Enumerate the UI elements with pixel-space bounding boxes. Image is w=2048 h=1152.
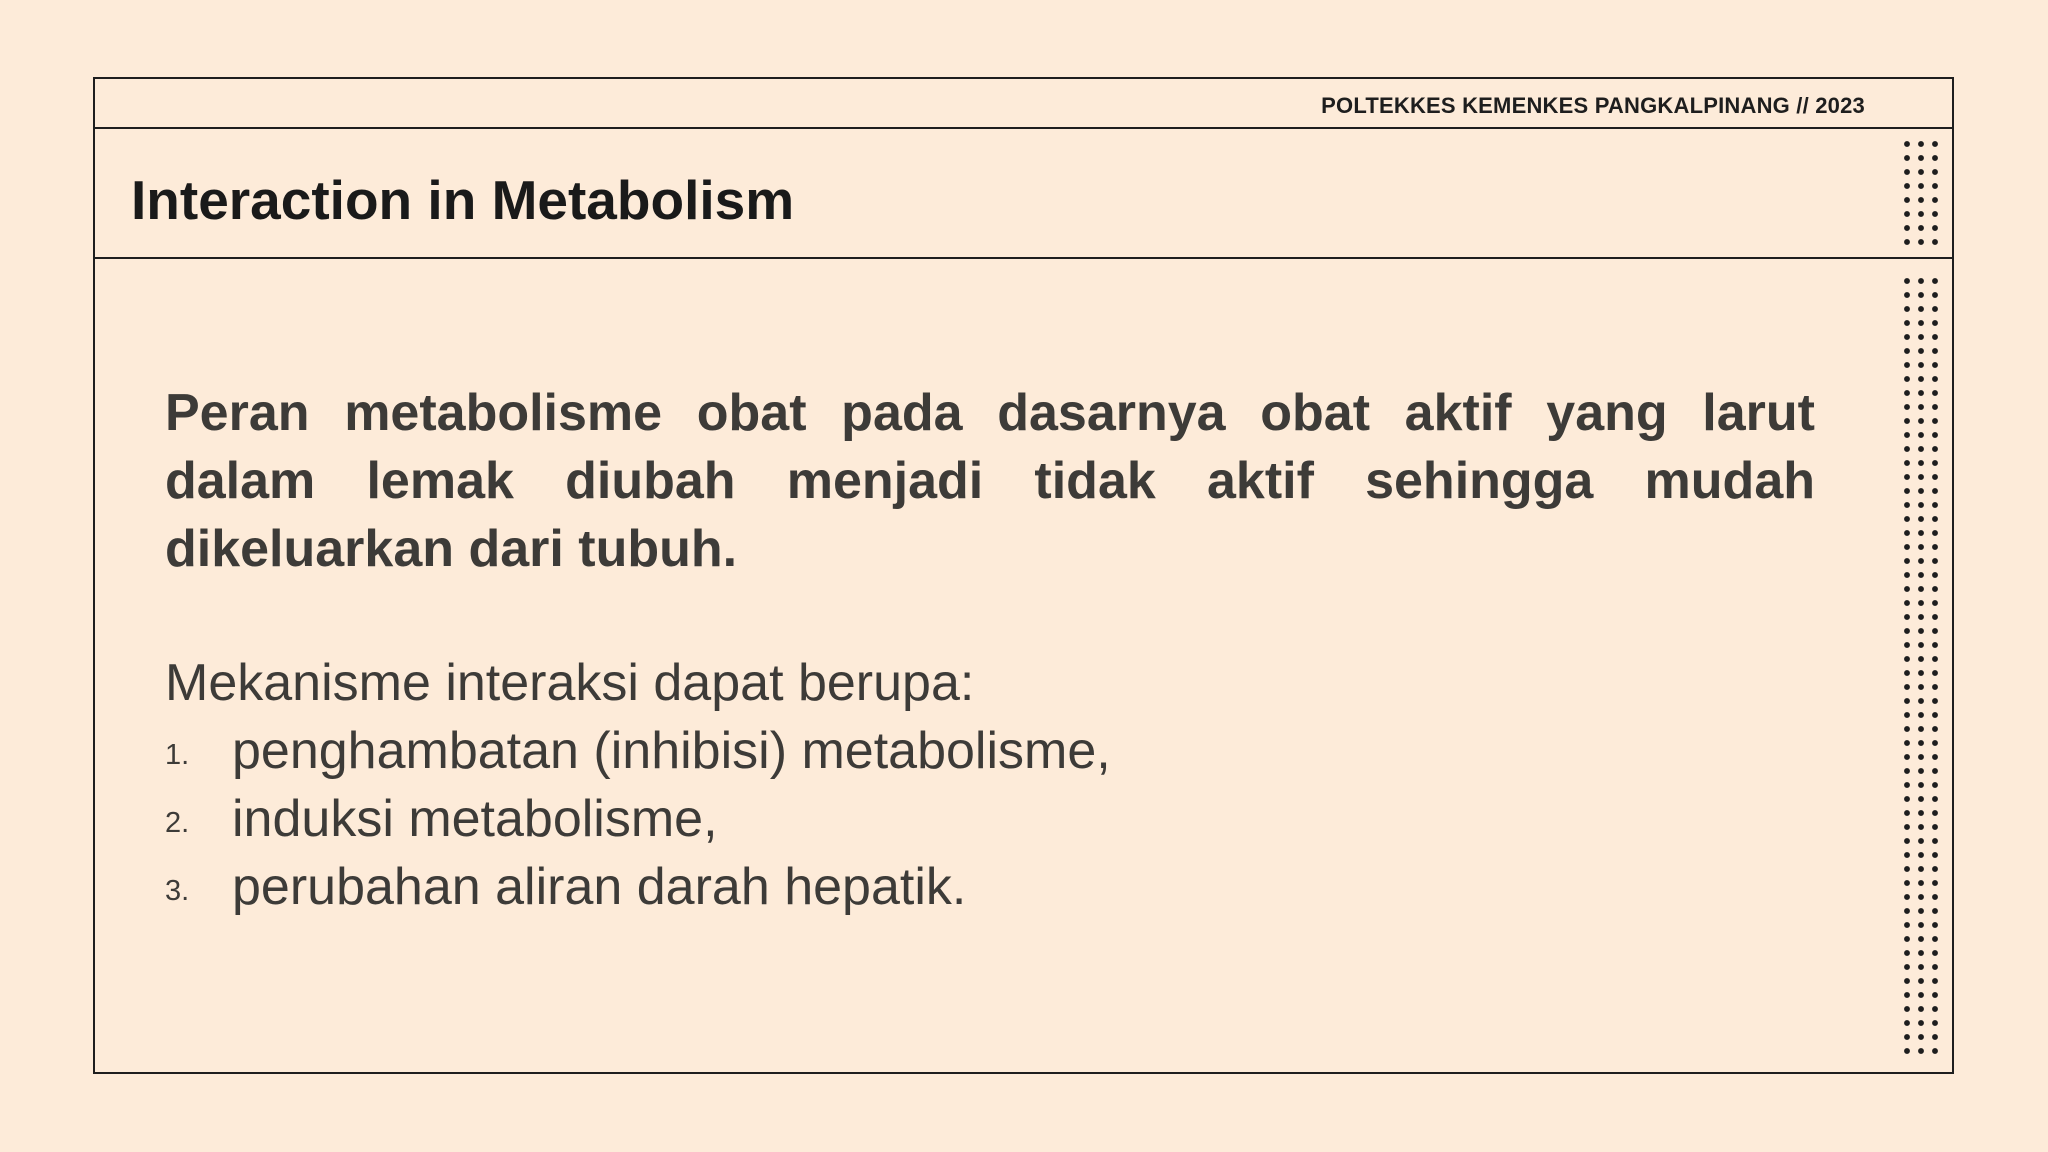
list-item	[165, 853, 1815, 921]
institution-label: POLTEKKES KEMENKES PANGKALPINANG // 2023	[1321, 93, 1865, 118]
list-item	[165, 717, 1815, 785]
list-item-text: perubahan aliran darah hepatik.	[232, 858, 967, 916]
lead-paragraph: Peran metabolisme obat pada dasarnya obat aktif yang larut dalam lemak diubah menjadi tidak aktif sehingga mudah dikeluarkan dari tubuh.	[165, 384, 1815, 578]
mechanisms-intro: Mekanisme interaksi dapat berupa:	[165, 654, 975, 712]
header-bar	[95, 79, 1952, 129]
mechanism-list	[165, 717, 1815, 921]
list-item-text: induksi metabolisme,	[232, 790, 718, 848]
list-item-text: penghambatan (inhibisi) metabolisme,	[232, 722, 1111, 780]
list-item-number: 1.	[165, 739, 190, 771]
title-bar	[95, 129, 1952, 259]
list-item-number: 2.	[165, 807, 190, 839]
dot-pattern-side	[1900, 274, 1942, 1054]
dot-pattern-top	[1900, 137, 1942, 247]
list-item	[165, 785, 1815, 853]
slide-frame	[93, 77, 1954, 1074]
list-item-number: 3.	[165, 875, 190, 907]
page-title: Interaction in Metabolism	[131, 169, 795, 231]
slide-content	[165, 379, 1815, 921]
